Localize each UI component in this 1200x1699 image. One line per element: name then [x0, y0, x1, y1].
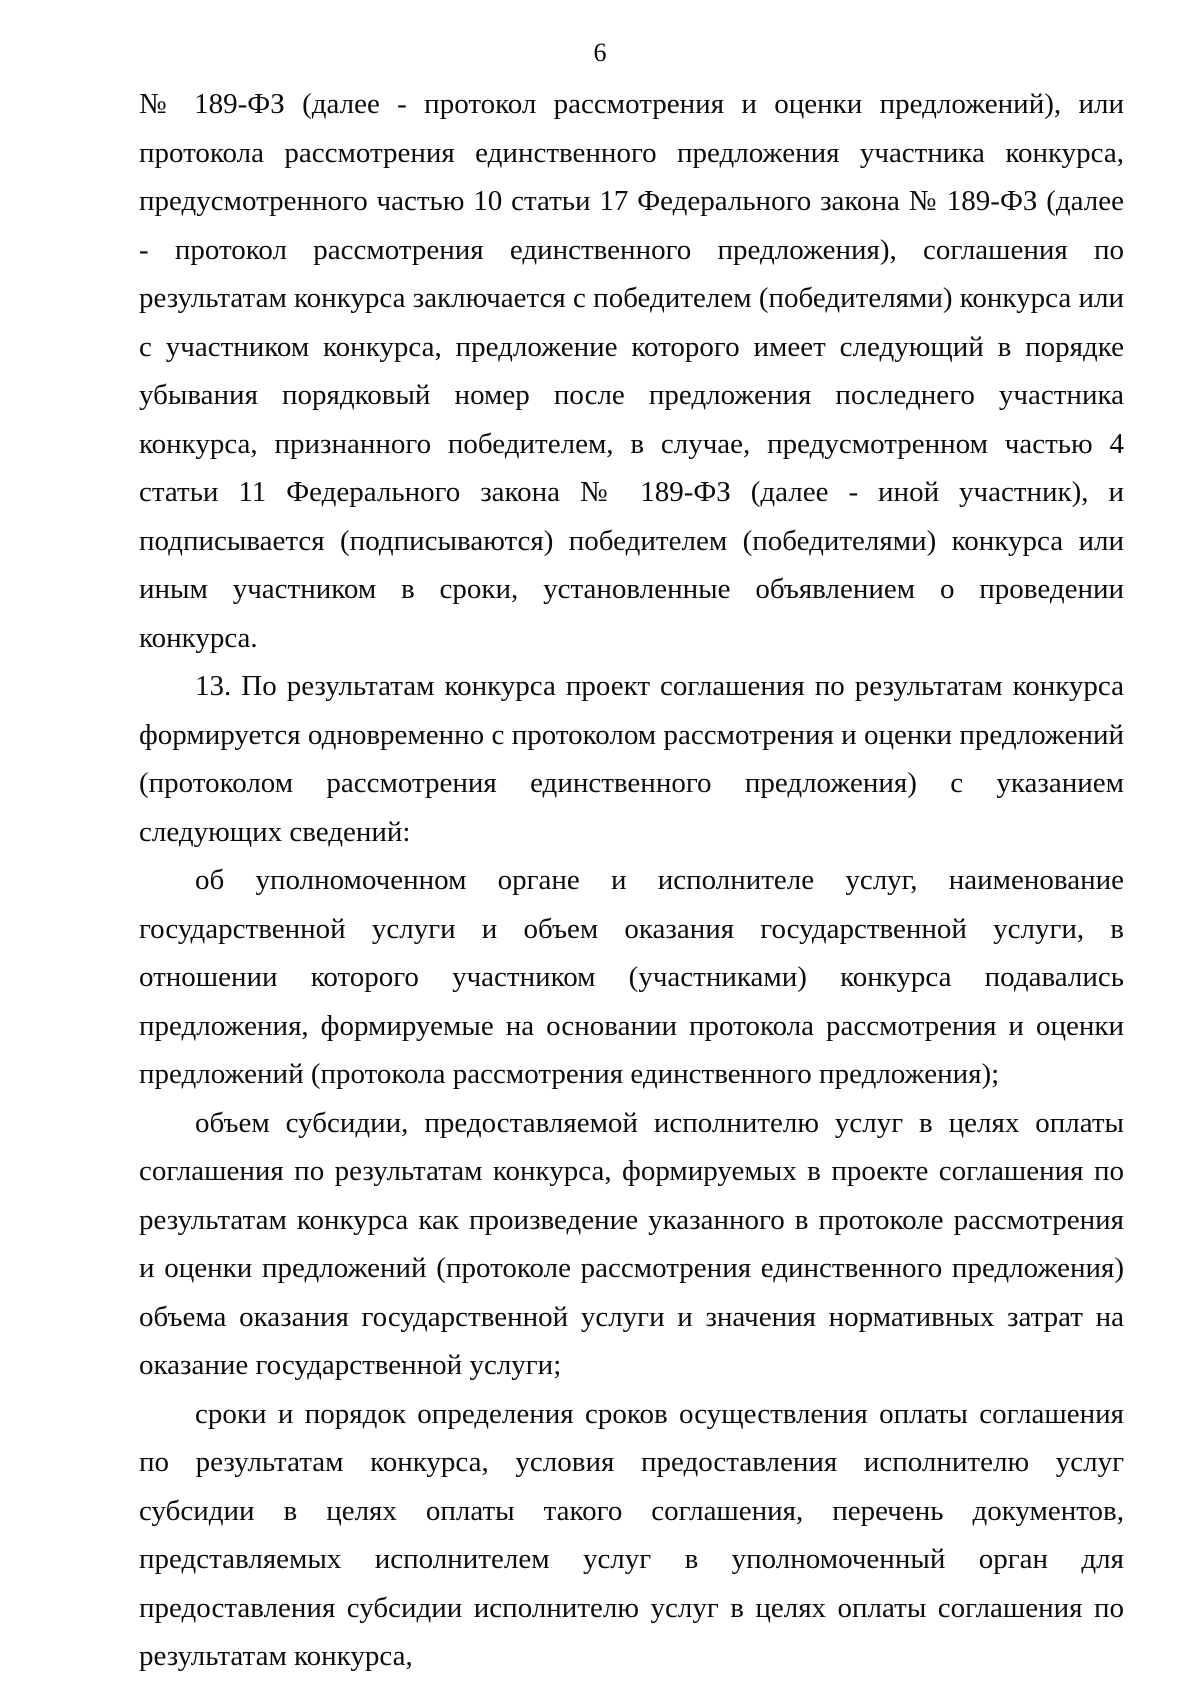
paragraph-authorized-body-info: об уполномоченном органе и исполнителе услуг, наименование государственной услуги и объем оказания государственной услуги, в отношении которого участником (участниками) конкурса подавались предложения, формируемые на основании протокола рассмотрения и оценки предложений (протокола рассмотрения единственного предложения);: [139, 864, 1124, 1090]
paragraph-payment-terms: сроки и порядок определения сроков осуществления оплаты соглашения по результатам конкурса, условия предоставления исполнителю услуг субсидии в целях оплаты такого соглашения, перечень документов, представляемых исполнителем услуг в уполномоченный орган для предоставления субсидии исполнителю услуг в целях оплаты соглашения по результатам конкурса,: [139, 1397, 1124, 1672]
page-number: 6: [593, 38, 607, 67]
paragraph-continuation: № 189-ФЗ (далее - протокол рассмотрения и оценки предложений), или протокола рассмотрения единственного предложения участника конкурса, предусмотренного частью 10 статьи 17 Федерального закона № 189-ФЗ (далее - протокол рассмотрения единственного предложения), соглашения по результатам конкурса заключается с победителем (победителями) конкурса или с участником конкурса, предложение которого имеет следующий в порядке убывания порядковый номер после предложения последнего участника конкурса, признанного победителем, в случае, предусмотренном частью 4 статьи 11 Федерального закона № 189-ФЗ (далее - иной участник), и подписывается (подписываются) победителем (победителями) конкурса или иным участником в сроки, установленные объявлением о проведении конкурса.: [139, 88, 1124, 654]
paragraph-item-13: 13. По результатам конкурса проект соглашения по результатам конкурса формируется одновременно с протоколом рассмотрения и оценки предложений (протоколом рассмотрения единственного предложения) с указанием следующих сведений:: [139, 670, 1124, 848]
paragraph-subsidy-volume: объем субсидии, предоставляемой исполнителю услуг в целях оплаты соглашения по результатам конкурса, формируемых в проекте соглашения по результатам конкурса как произведение указанного в протоколе рассмотрения и оценки предложений (протоколе рассмотрения единственного предложения) объема оказания государственной услуги и значения нормативных затрат на оказание государственной услуги;: [139, 1106, 1124, 1381]
document-body: [139, 80, 1124, 1681]
